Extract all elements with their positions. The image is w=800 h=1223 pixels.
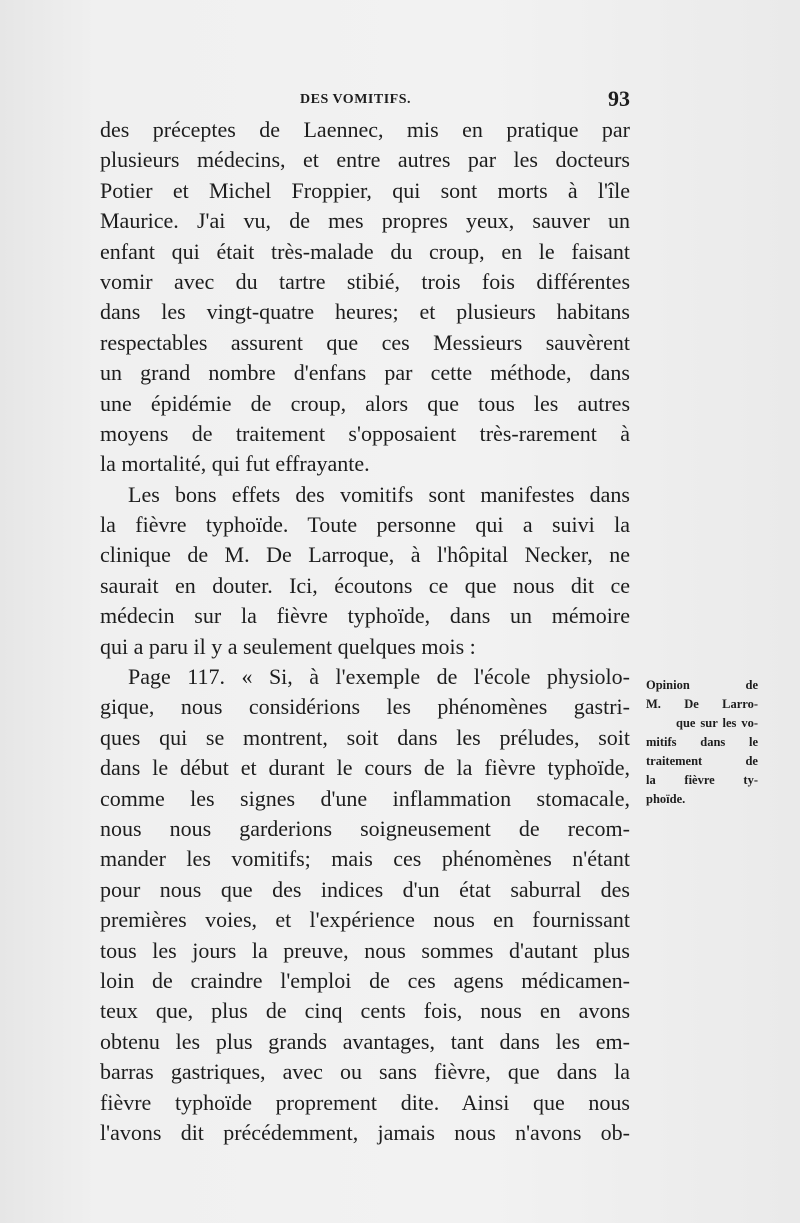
margin-note-line: Opinion de [646,678,758,692]
margin-note-line: la fièvre ty- [646,773,758,787]
text-line: Maurice. J'ai vu, de mes propres yeux, sauver un [100,208,630,234]
text-line: Page 117. « Si, à l'exemple de l'école physiolo- [128,664,630,690]
text-line: médecin sur la fièvre typhoïde, dans un mémoire [100,603,630,629]
text-line: tous les jours la preuve, nous sommes d'autant plus [100,937,630,963]
margin-note-line: mitifs dans le [646,735,758,749]
text-line: nous nous garderions soigneusement de recom- [100,815,630,841]
page-header [100,86,630,116]
text-line: fièvre typhoïde proprement dite. Ainsi que nous [100,1089,630,1115]
text-line: saurait en douter. Ici, écoutons ce que nous dit ce [100,572,630,598]
text-line: la fièvre typhoïde. Toute personne qui a suivi la [100,512,630,538]
text-line: des préceptes de Laennec, mis en pratique par [100,117,630,142]
margin-note-line: phoïde. [646,792,686,806]
text-line: un grand nombre d'enfans par cette méthode, dans [100,360,630,386]
text-line: l'avons dit précédemment, jamais nous n'avons ob- [100,1119,630,1145]
text-line: gique, nous considérions les phénomènes gastri- [100,694,630,720]
text-line: comme les signes d'une inflammation stomacale, [100,785,630,811]
text-line: qui a paru il y a seulement quelques mois : [100,633,476,659]
text-line: mander les vomitifs; mais ces phénomènes n'étant [100,846,630,872]
margin-note-line: M. De Larro- [646,697,758,711]
text-line: respectables assurent que ces Messieurs sauvèrent [100,329,630,355]
text-line: obtenu les plus grands avantages, tant dans les em- [100,1028,630,1054]
text-line: Les bons effets des vomitifs sont manifestes dans [128,481,630,507]
text-line: barras gastriques, avec ou sans fièvre, que dans la [100,1059,630,1085]
body-text [100,115,630,1148]
text-line: enfant qui était très-malade du croup, en le faisant [100,238,630,264]
text-line: vomir avec du tartre stibié, trois fois différentes [100,268,630,294]
text-line: premières voies, et l'expérience nous en fournissant [100,907,630,933]
text-line: dans le début et durant le cours de la fièvre typhoïde, [100,755,630,781]
text-line: pour nous que des indices d'un état saburral des [100,876,630,902]
margin-note [646,676,758,809]
margin-note-line: que sur les vo- [676,716,758,730]
page-number: 93 [608,86,630,111]
text-line: la mortalité, qui fut effrayante. [100,451,370,477]
text-line: moyens de traitement s'opposaient très-rarement à [100,420,630,446]
margin-note-line: traitement de [646,754,758,768]
text-line: loin de craindre l'emploi de ces agens médicamen- [100,967,630,993]
text-line: une épidémie de croup, alors que tous les autres [100,390,630,416]
text-line: teux que, plus de cinq cents fois, nous en avons [100,998,630,1024]
text-line: clinique de M. De Larroque, à l'hôpital Necker, ne [100,542,630,568]
text-line: plusieurs médecins, et entre autres par les docteurs [100,147,630,173]
text-line: dans les vingt-quatre heures; et plusieurs habitans [100,299,630,325]
running-title: DES VOMITIFS. [300,92,411,107]
text-line: ques qui se montrent, soit dans les préludes, soit [100,724,630,750]
text-line: Potier et Michel Froppier, qui sont morts à l'île [100,177,630,203]
